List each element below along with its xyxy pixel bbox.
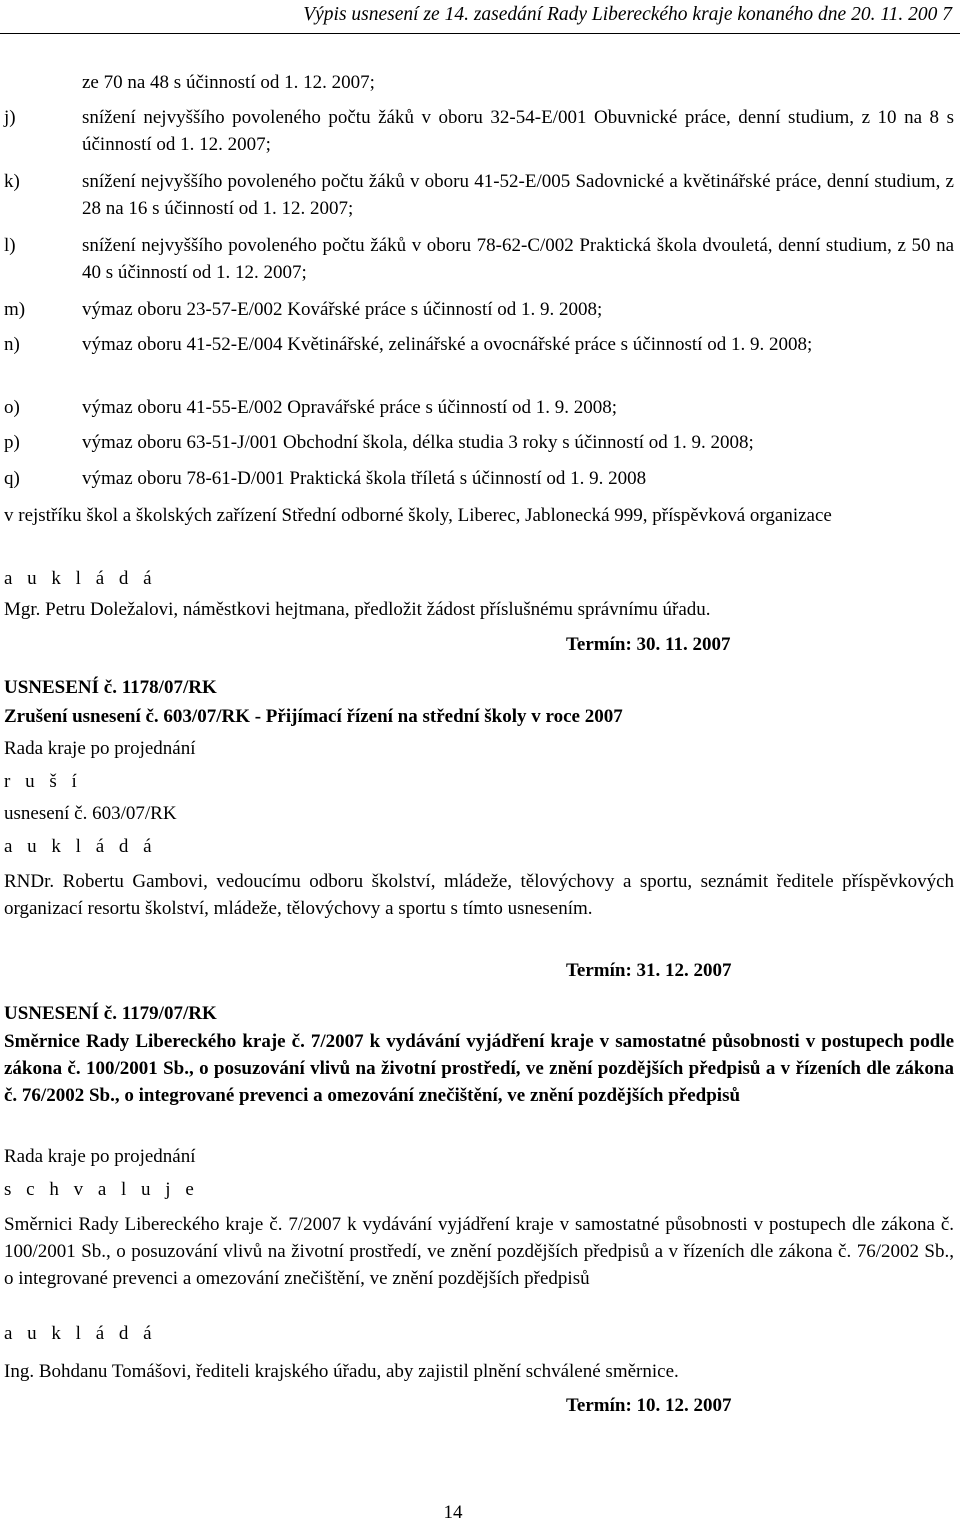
task-paragraph: Ing. Bohdanu Tomášovi, řediteli krajského úřadu, aby zajistil plnění schválené směrnice. [4, 1361, 679, 1382]
ukada-verb: a u k l á d á [4, 836, 157, 857]
list-item-letter: m) [4, 299, 26, 320]
resolution-number: USNESENÍ č. 1178/07/RK [4, 677, 217, 698]
document-header: Výpis usnesení ze 14. zasedání Rady Libereckého kraje konaného dne 20. 11. 200 7 [303, 4, 952, 25]
page-number: 14 [443, 1502, 463, 1523]
deadline: Termín: 10. 12. 2007 [566, 1395, 732, 1416]
task-paragraph: Mgr. Petru Doležalovi, náměstkovi hejtmana, předložit žádost příslušnému správnímu úřadu. [4, 599, 711, 620]
list-item-text: snížení nejvyššího povoleného počtu žáků v oboru 32-54-E/001 Obuvnické práce, denní studium, z 10 na 8 s účinností od 1. 12. 2007; [82, 107, 954, 155]
task-paragraph: RNDr. Robertu Gambovi, vedoucímu odboru školství, mládeže, tělovýchovy a sportu, seznámit ředitele příspěvkových organizací resortu školství, mládeže, tělovýchovy a sportu s tímto usnesením. [4, 871, 954, 919]
deadline: Termín: 31. 12. 2007 [566, 960, 732, 981]
list-item-letter: k) [4, 171, 20, 192]
list-item-text: výmaz oboru 78-61-D/001 Praktická škola tříletá s účinností od 1. 9. 2008 [82, 468, 647, 489]
intro-line: ze 70 na 48 s účinností od 1. 12. 2007; [82, 72, 375, 93]
list-item-letter: n) [4, 334, 20, 355]
list-item-text: výmaz oboru 23-57-E/002 Kovářské práce s účinností od 1. 9. 2008; [82, 299, 603, 320]
resolution-number: USNESENÍ č. 1179/07/RK [4, 1003, 217, 1024]
list-item-letter: p) [4, 432, 20, 453]
list-item-letter: q) [4, 468, 20, 489]
registry-paragraph: v rejstříku škol a školských zařízení Střední odborné školy, Liberec, Jablonecká 999, příspěvková organizace [4, 505, 832, 526]
list-item-text: výmaz oboru 41-55-E/002 Opravářské práce s účinností od 1. 9. 2008; [82, 397, 618, 418]
resolution-object: Směrnici Rady Libereckého kraje č. 7/2007 k vydávání vyjádření kraje v samostatné působnosti v postupech dle zákona č. 100/2001 Sb., o posuzování vlivů na životní prostředí, ve znění pozdějších předpisů a v řízeních dle zákona č. 76/2002 Sb., o integrované prevenci a omezování znečištění, ve znění pozdějších předpisů [4, 1214, 954, 1289]
resolution-verb: r u š í [4, 771, 82, 792]
list-item-text: výmaz oboru 41-52-E/004 Květinářské, zelinářské a ovocnářské práce s účinností od 1. 9. 2008; [82, 334, 813, 355]
header-rule [0, 33, 960, 34]
resolution-title: Zrušení usnesení č. 603/07/RK - Přijímací řízení na střední školy v roce 2007 [4, 706, 623, 727]
ukada-verb: a u k l á d á [4, 568, 157, 589]
list-item-letter: l) [4, 235, 16, 256]
board-statement: Rada kraje po projednání [4, 1146, 196, 1167]
board-statement: Rada kraje po projednání [4, 738, 196, 759]
list-item-letter: j) [4, 107, 16, 128]
list-item-text: snížení nejvyššího povoleného počtu žáků v oboru 78-62-C/002 Praktická škola dvouletá, denní studium, z 50 na 40 s účinností od 1. 12. 2007; [82, 235, 954, 283]
ukada-verb: a u k l á d á [4, 1323, 157, 1344]
resolution-verb: s c h v a l u j e [4, 1179, 199, 1200]
list-item-text: výmaz oboru 63-51-J/001 Obchodní škola, délka studia 3 roky s účinností od 1. 9. 2008; [82, 432, 754, 453]
deadline: Termín: 30. 11. 2007 [566, 634, 731, 655]
resolution-object: usnesení č. 603/07/RK [4, 803, 177, 824]
list-item-letter: o) [4, 397, 20, 418]
resolution-title: Směrnice Rady Libereckého kraje č. 7/2007 k vydávání vyjádření kraje v samostatné působnosti v postupech podle zákona č. 100/2001 Sb., o posuzování vlivů na životní prostředí, ve znění pozdějších předpisů a v řízeních dle zákona č. 76/2002 Sb., o integrované prevenci a omezování znečištění, ve znění pozdějších předpisů [4, 1031, 954, 1106]
list-item-text: snížení nejvyššího povoleného počtu žáků v oboru 41-52-E/005 Sadovnické a květinářské práce, denní studium, z 28 na 16 s účinností od 1. 12. 2007; [82, 171, 954, 219]
